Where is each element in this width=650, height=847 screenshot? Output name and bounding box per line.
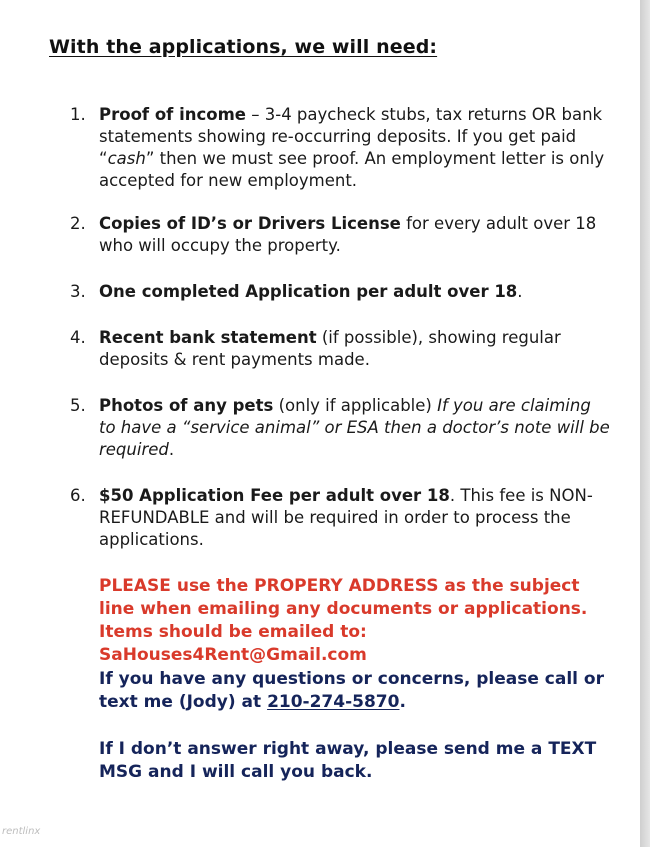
item-body (99, 213, 610, 257)
item-body (99, 281, 610, 303)
item-body (99, 327, 610, 371)
item-title: Proof of income (99, 105, 246, 124)
page-heading: With the applications, we will need: (49, 36, 438, 58)
item-title: Recent bank statement (99, 328, 317, 347)
page-edge (640, 0, 650, 847)
item-number: 2. (70, 214, 86, 233)
item-body (99, 104, 610, 192)
phone-link[interactable]: 210-274-5870 (267, 692, 400, 712)
list-item (70, 327, 610, 371)
item-text: (only if applicable) (273, 396, 438, 415)
contact-text: If you have any questions or concerns, please call or text me (Jody) at (99, 669, 604, 712)
item-number: 1. (70, 105, 86, 124)
item-text-end: . (168, 440, 175, 459)
contact-paragraph (99, 668, 619, 714)
item-text: for every adult over 18 who will occupy the property. (99, 214, 597, 255)
callback-paragraph: If I don’t answer right away, please send me a TEXT MSG and I will call you back. (99, 739, 597, 782)
list-item (70, 395, 610, 461)
item-title: Photos of any pets (99, 396, 274, 415)
item-number: 3. (70, 282, 86, 301)
item-number: 6. (70, 486, 86, 505)
item-title: Copies of ID’s or Drivers License (99, 214, 401, 233)
item-title: One completed Application per adult over 18 (99, 282, 518, 301)
item-number: 5. (70, 396, 86, 415)
watermark-logo: rentlinx (2, 826, 41, 837)
contact-end: . (399, 692, 406, 712)
list-item (70, 104, 610, 192)
item-body (99, 485, 610, 551)
list-item (70, 213, 610, 257)
item-italic-text: If you are claiming to have a “service animal” or ESA then a doctor’s note will be required (99, 396, 610, 459)
item-text: . (517, 282, 523, 301)
item-text-end: ” then we must see proof. An employment letter is only accepted for new employment. (99, 149, 605, 190)
list-item (70, 485, 610, 551)
email-notice: PLEASE use the PROPERY ADDRESS as the subject line when emailing any documents or applications. Items should be emailed to: SaHouses4Rent@Gmail.com (99, 576, 588, 665)
list-item (70, 281, 610, 303)
item-title: $50 Application Fee per adult over 18 (99, 486, 450, 505)
item-text: – 3-4 paycheck stubs, tax returns OR bank statements showing re-occurring deposits. If you get paid “ (99, 105, 603, 168)
item-italic-text: cash (107, 149, 146, 168)
item-text: . This fee is NON-REFUNDABLE and will be required in order to process the applications. (99, 486, 593, 549)
item-number: 4. (70, 328, 86, 347)
item-body (99, 395, 610, 461)
item-text: (if possible), showing regular deposits & rent payments made. (99, 328, 561, 369)
